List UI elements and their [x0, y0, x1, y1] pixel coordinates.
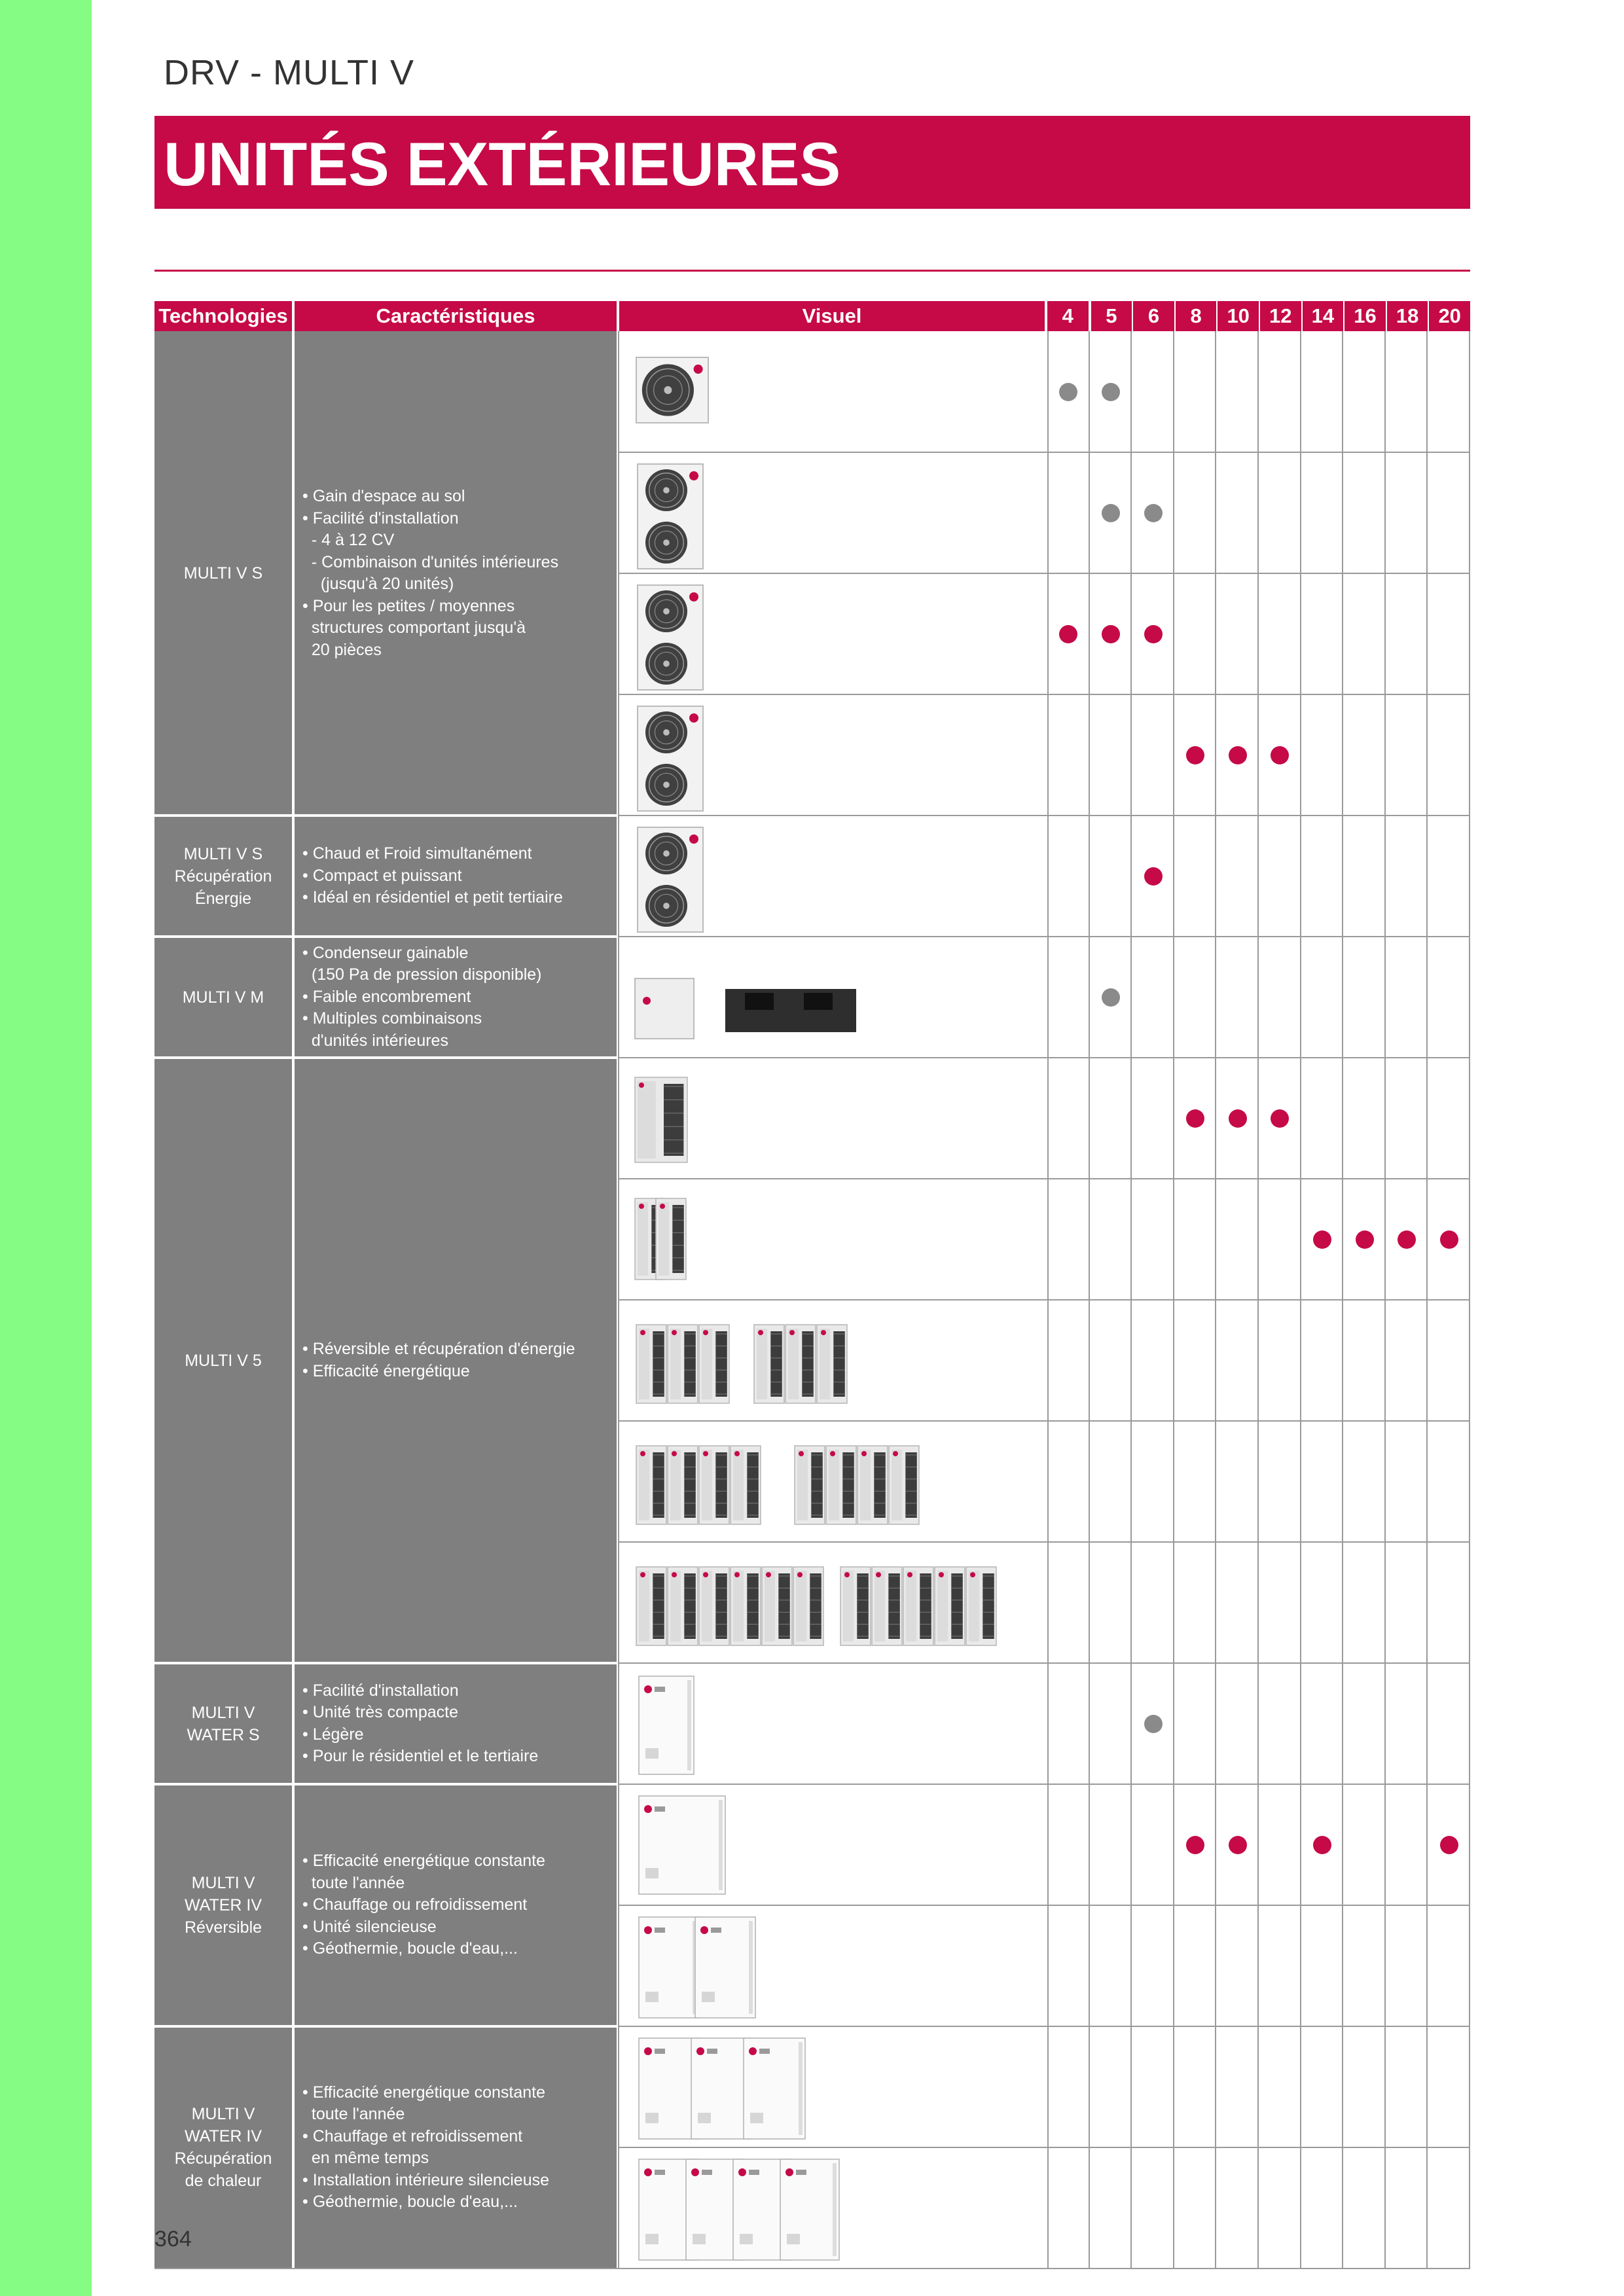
availability-dot-10cv [1229, 1836, 1247, 1854]
column-divider [1469, 331, 1470, 2269]
capacity-header-10: 10 [1218, 301, 1259, 331]
ducted-condenser-unit-image [627, 938, 1046, 1056]
availability-dot-16cv [1356, 1230, 1374, 1249]
availability-dot-4cv [1059, 383, 1077, 401]
capacity-header-12: 12 [1260, 301, 1301, 331]
title-bar [154, 116, 1470, 209]
column-divider [1426, 331, 1428, 2269]
characteristics-list: • Condenseur gainable (150 Pa de pression disponible) • Faible encombrement • Multiples combinaisons d'unités intérieures [302, 943, 542, 1050]
availability-dot-6cv [1144, 625, 1163, 643]
column-divider [1089, 331, 1090, 2269]
availability-dot-14cv [1313, 1836, 1331, 1854]
header-visuel: Visuel [619, 301, 1045, 331]
availability-dot-12cv [1271, 1109, 1289, 1128]
technology-name: MULTI V WATER IV Réversible [184, 1874, 262, 1937]
characteristics-list: • Facilité d'installation • Unité très compacte • Légère • Pour le résidentiel et le tertiaire [302, 1681, 539, 1765]
availability-dot-5cv [1102, 625, 1120, 643]
column-separator [292, 331, 295, 2269]
vrf-module-single-image [627, 1059, 1046, 1177]
capacity-header-20: 20 [1429, 301, 1470, 331]
header-technologies: Technologies [154, 301, 292, 331]
availability-dot-8cv [1186, 1836, 1204, 1854]
column-divider [1047, 331, 1049, 2269]
availability-dot-8cv [1186, 1109, 1204, 1128]
availability-dot-4cv [1059, 625, 1077, 643]
header-caracteristiques: Caractéristiques [295, 301, 617, 331]
availability-dot-14cv [1313, 1230, 1331, 1249]
water-unit-triple-image [627, 2028, 1046, 2145]
double-fan-outdoor-unit-image [627, 575, 1046, 692]
vrf-module-combination-3-image [627, 1422, 1046, 1540]
column-divider [618, 331, 619, 2269]
availability-dot-10cv [1229, 1109, 1247, 1128]
page-title: UNITÉS EXTÉRIEURES [164, 130, 841, 198]
column-divider [1130, 331, 1132, 2269]
product-table [154, 301, 1470, 2211]
availability-dot-8cv [1186, 746, 1204, 764]
vrf-module-combination-2-image [627, 1301, 1046, 1419]
water-unit-single-image [627, 1785, 1046, 1903]
column-divider [1215, 331, 1216, 2269]
capacity-header-14: 14 [1303, 301, 1344, 331]
technology-name: MULTI V WATER IV Récupération de chaleur [174, 2105, 272, 2190]
technology-name: MULTI V WATER S [187, 1703, 260, 1744]
double-fan-outdoor-unit-image [627, 454, 1046, 571]
water-unit-quad-image [627, 2149, 1046, 2267]
vrf-module-combination-4-image [627, 1543, 1046, 1661]
column-divider [1173, 331, 1174, 2269]
section-label: DRV - MULTI V [164, 53, 415, 92]
double-fan-outdoor-unit-image [627, 817, 1046, 935]
availability-dot-10cv [1229, 746, 1247, 764]
characteristics-list: • Réversible et récupération d'énergie • Efficacité énergétique [302, 1340, 575, 1380]
characteristics-list: • Chaud et Froid simultanément • Compact et puissant • Idéal en résidentiel et petit tertiaire [302, 844, 563, 907]
technology-name: MULTI V M [182, 988, 264, 1007]
characteristics-list: • Efficacité energétique constante toute l'année • Chauffage ou refroidissement • Unité silencieuse • Géothermie, boucle d'eau,... [302, 1852, 546, 1958]
page-number: 364 [154, 2227, 192, 2251]
availability-dot-18cv [1398, 1230, 1416, 1249]
column-divider [1342, 331, 1343, 2269]
characteristics-list: • Gain d'espace au sol • Facilité d'installation - 4 à 12 CV - Combinaison d'unités intérieures (jusqu'à 20 unités) • Pour les petites / moyennes structures comportant jusqu'à 20 pièces [302, 487, 559, 659]
column-divider [1384, 331, 1386, 2269]
availability-dot-20cv [1440, 1230, 1458, 1249]
capacity-header-8: 8 [1176, 301, 1217, 331]
availability-dot-20cv [1440, 1836, 1458, 1854]
availability-dot-5cv [1102, 988, 1120, 1007]
water-unit-compact-image [627, 1664, 1046, 1782]
availability-dot-6cv [1144, 504, 1163, 522]
side-color-band [0, 0, 92, 2296]
availability-dot-6cv [1144, 867, 1163, 886]
column-divider [1257, 331, 1259, 2269]
capacity-header-16: 16 [1344, 301, 1386, 331]
water-unit-double-image [627, 1907, 1046, 2024]
technology-name: MULTI V 5 [185, 1351, 262, 1370]
availability-dot-5cv [1102, 504, 1120, 522]
characteristics-list: • Efficacité energétique constante toute l'année • Chauffage et refroidissement en même temps • Installation intérieure silencieuse • Géothermie, boucle d'eau,... [302, 2083, 550, 2211]
capacity-header-18: 18 [1387, 301, 1428, 331]
capacity-header-4: 4 [1047, 301, 1089, 331]
availability-dot-6cv [1144, 1715, 1163, 1733]
vrf-module-double-fan-image [627, 1180, 1046, 1298]
double-fan-outdoor-unit-image [627, 696, 1046, 814]
technology-name: MULTI V S Récupération Énergie [174, 844, 272, 908]
capacity-header-6: 6 [1133, 301, 1174, 331]
availability-dot-12cv [1271, 746, 1289, 764]
capacity-header-5: 5 [1091, 301, 1132, 331]
technology-name: MULTI V S [183, 564, 263, 583]
availability-dot-5cv [1102, 383, 1120, 401]
divider [154, 270, 1470, 272]
column-divider [1300, 331, 1301, 2269]
single-fan-outdoor-unit-image [627, 332, 1046, 450]
